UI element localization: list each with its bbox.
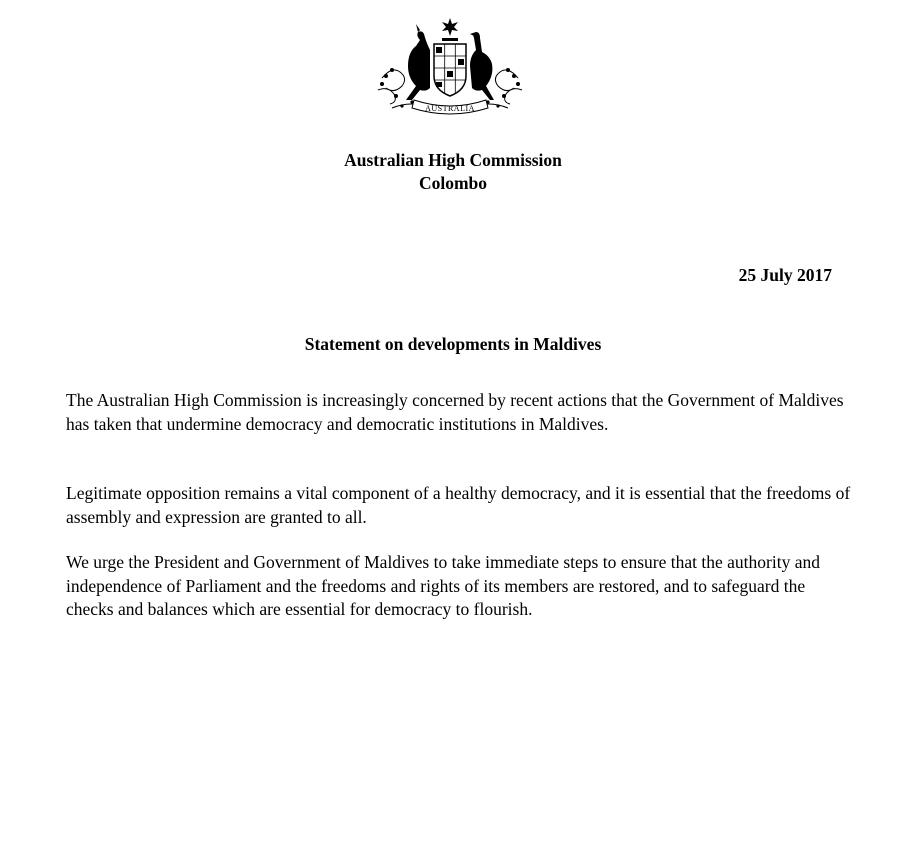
crest-motto: AUSTRALIA [425,104,475,113]
letterhead-organisation: Australian High Commission [344,150,562,170]
paragraph-opposition: Legitimate opposition remains a vital component of a healthy democracy, and it is essential that the freedoms of assembly and expression are granted to all. [66,483,851,527]
coat-of-arms-icon [372,16,528,122]
statement-heading: Statement on developments in Maldives [304,334,602,354]
paragraph-urge: We urge the President and Government of Maldives to take immediate steps to ensure that the authority and independence of Parliament and the freedoms and rights of its members are restored, and to safeguard the checks and balances which are essential for democracy to flourish. [66,552,820,619]
paragraph-concern: The Australian High Commission is increasingly concerned by recent actions that the Government of Maldives has taken that undermine democracy and democratic institutions in Maldives. [66,390,844,434]
statement-date: 25 July 2017 [738,265,832,285]
letterhead-city: Colombo [418,173,488,193]
